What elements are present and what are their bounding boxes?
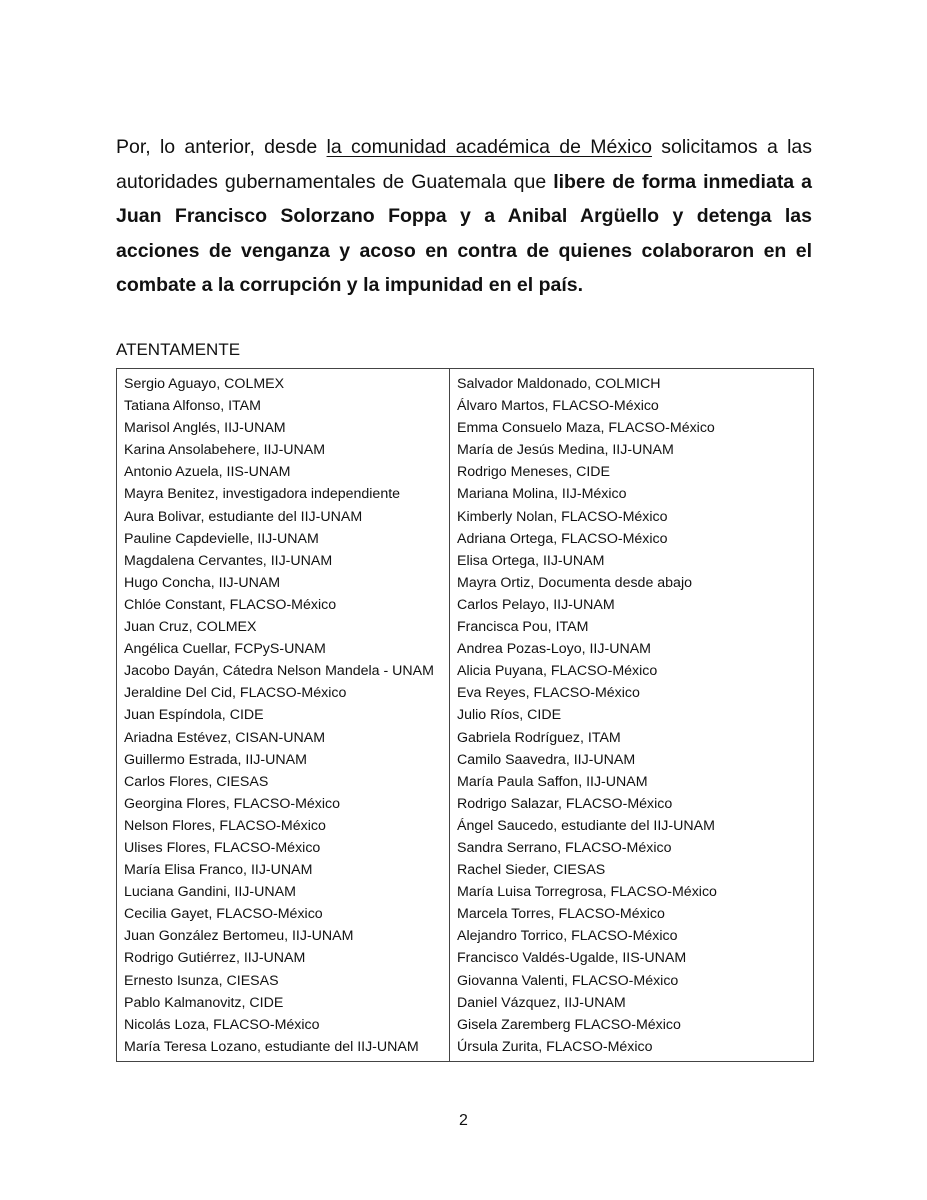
signatory-entry: Francisca Pou, ITAM xyxy=(457,619,589,636)
signatory-entry: Tatiana Alfonso, ITAM xyxy=(124,398,261,415)
signatory-entry: Luciana Gandini, IIJ-UNAM xyxy=(124,884,296,901)
paragraph-intro: Por, lo anterior, desde xyxy=(116,136,327,158)
paragraph-demand-bold: libere de forma inmediata a Juan Francisco Solorzano Foppa y a Anibal Argüello y detenga las acciones de venganza y acoso en contra de quienes colaboraron en el combate a la corrupción y la impunidad en el país. xyxy=(116,170,812,296)
signatory-entry: Antonio Azuela, IIS-UNAM xyxy=(124,464,291,481)
signatory-entry: Carlos Flores, CIESAS xyxy=(124,773,269,790)
signatories-right-column xyxy=(450,369,813,1061)
signatories-right-list xyxy=(457,373,813,1058)
signatory-entry: Mariana Molina, IIJ-México xyxy=(457,486,627,503)
signatory-entry: Úrsula Zurita, FLACSO-México xyxy=(457,1038,653,1055)
signatory-entry: Andrea Pozas-Loyo, IIJ-UNAM xyxy=(457,641,651,658)
body-paragraph xyxy=(116,130,812,303)
signatory-entry: Carlos Pelayo, IIJ-UNAM xyxy=(457,596,615,613)
signatories-left-list xyxy=(124,373,449,1058)
signatory-entry: Ariadna Estévez, CISAN-UNAM xyxy=(124,729,326,746)
signatory-entry: Aura Bolivar, estudiante del IIJ-UNAM xyxy=(124,508,363,525)
signatory-entry: Álvaro Martos, FLACSO-México xyxy=(457,398,659,415)
signatory-entry: Rodrigo Gutiérrez, IIJ-UNAM xyxy=(124,950,306,967)
signatory-entry: Gabriela Rodríguez, ITAM xyxy=(457,729,621,746)
signatory-entry: Adriana Ortega, FLACSO-México xyxy=(457,530,668,547)
signatory-entry: Mayra Ortiz, Documenta desde abajo xyxy=(457,574,692,591)
signatory-entry: Guillermo Estrada, IIJ-UNAM xyxy=(124,751,307,768)
signatory-entry: Karina Ansolabehere, IIJ-UNAM xyxy=(124,442,326,459)
closing-salutation: ATENTAMENTE xyxy=(116,340,241,359)
signatory-entry: Eva Reyes, FLACSO-México xyxy=(457,685,640,702)
signatory-entry: Emma Consuelo Maza, FLACSO-México xyxy=(457,420,715,437)
signatory-entry: María Paula Saffon, IIJ-UNAM xyxy=(457,773,648,790)
signatory-entry: Chlóe Constant, FLACSO-México xyxy=(124,596,337,613)
signatory-entry: Ulises Flores, FLACSO-México xyxy=(124,839,321,856)
signatory-entry: Gisela Zaremberg FLACSO-México xyxy=(457,1016,681,1033)
paragraph-middle: solicitamos a las autoridades gubernamentales de Guatemala que xyxy=(116,136,812,193)
signatory-entry: Ernesto Isunza, CIESAS xyxy=(124,972,279,989)
signatory-entry: Nelson Flores, FLACSO-México xyxy=(124,817,326,834)
signatory-entry: Alicia Puyana, FLACSO-México xyxy=(457,663,658,680)
signatory-entry: Cecilia Gayet, FLACSO-México xyxy=(124,906,323,923)
signatory-entry: María Elisa Franco, IIJ-UNAM xyxy=(124,862,313,879)
signatory-entry: Mayra Benitez, investigadora independiente xyxy=(124,486,401,503)
signatory-entry: Julio Ríos, CIDE xyxy=(457,707,562,724)
signatory-entry: Alejandro Torrico, FLACSO-México xyxy=(457,928,678,945)
signatory-entry: María Luisa Torregrosa, FLACSO-México xyxy=(457,884,717,901)
signatory-entry: Angélica Cuellar, FCPyS-UNAM xyxy=(124,641,326,658)
signatory-entry: Marisol Anglés, IIJ-UNAM xyxy=(124,420,286,437)
signatory-entry: Rodrigo Salazar, FLACSO-México xyxy=(457,795,673,812)
signatory-entry: Camilo Saavedra, IIJ-UNAM xyxy=(457,751,636,768)
signatory-entry: Rachel Sieder, CIESAS xyxy=(457,862,606,879)
signatory-entry: Francisco Valdés-Ugalde, IIS-UNAM xyxy=(457,950,687,967)
signatories-left-column xyxy=(117,369,450,1061)
signatory-entry: Georgina Flores, FLACSO-México xyxy=(124,795,341,812)
page-number: 2 xyxy=(459,1112,468,1129)
signatory-entry: Hugo Concha, IIJ-UNAM xyxy=(124,574,281,591)
signatory-entry: Giovanna Valenti, FLACSO-México xyxy=(457,972,679,989)
signatory-entry: Magdalena Cervantes, IIJ-UNAM xyxy=(124,552,333,569)
signatory-entry: Jacobo Dayán, Cátedra Nelson Mandela - UNAM xyxy=(124,663,434,680)
signatory-entry: Marcela Torres, FLACSO-México xyxy=(457,906,665,923)
signatory-entry: Ángel Saucedo, estudiante del IIJ-UNAM xyxy=(457,817,715,834)
signatory-entry: María de Jesús Medina, IIJ-UNAM xyxy=(457,442,674,459)
signatory-entry: Juan Espíndola, CIDE xyxy=(124,707,264,724)
signatory-entry: Pablo Kalmanovitz, CIDE xyxy=(124,994,284,1011)
signatory-entry: Sergio Aguayo, COLMEX xyxy=(124,376,285,392)
signatory-entry: Sandra Serrano, FLACSO-México xyxy=(457,839,672,856)
academic-community-underlined: la comunidad académica de México xyxy=(326,136,652,158)
signatory-entry: Juan González Bertomeu, IIJ-UNAM xyxy=(124,928,354,945)
signatory-entry: Juan Cruz, COLMEX xyxy=(124,619,257,636)
signatory-entry: Elisa Ortega, IIJ-UNAM xyxy=(457,552,605,569)
signatory-entry: Jeraldine Del Cid, FLACSO-México xyxy=(124,685,347,702)
signatories-table xyxy=(116,368,814,1062)
signatory-entry: María Teresa Lozano, estudiante del IIJ-UNAM xyxy=(124,1038,419,1055)
signatory-entry: Salvador Maldonado, COLMICH xyxy=(457,376,661,392)
signatory-entry: Pauline Capdevielle, IIJ-UNAM xyxy=(124,530,319,547)
signatory-entry: Kimberly Nolan, FLACSO-México xyxy=(457,508,668,525)
signatory-entry: Rodrigo Meneses, CIDE xyxy=(457,464,610,481)
signatory-entry: Daniel Vázquez, IIJ-UNAM xyxy=(457,994,626,1011)
signatory-entry: Nicolás Loza, FLACSO-México xyxy=(124,1016,320,1033)
